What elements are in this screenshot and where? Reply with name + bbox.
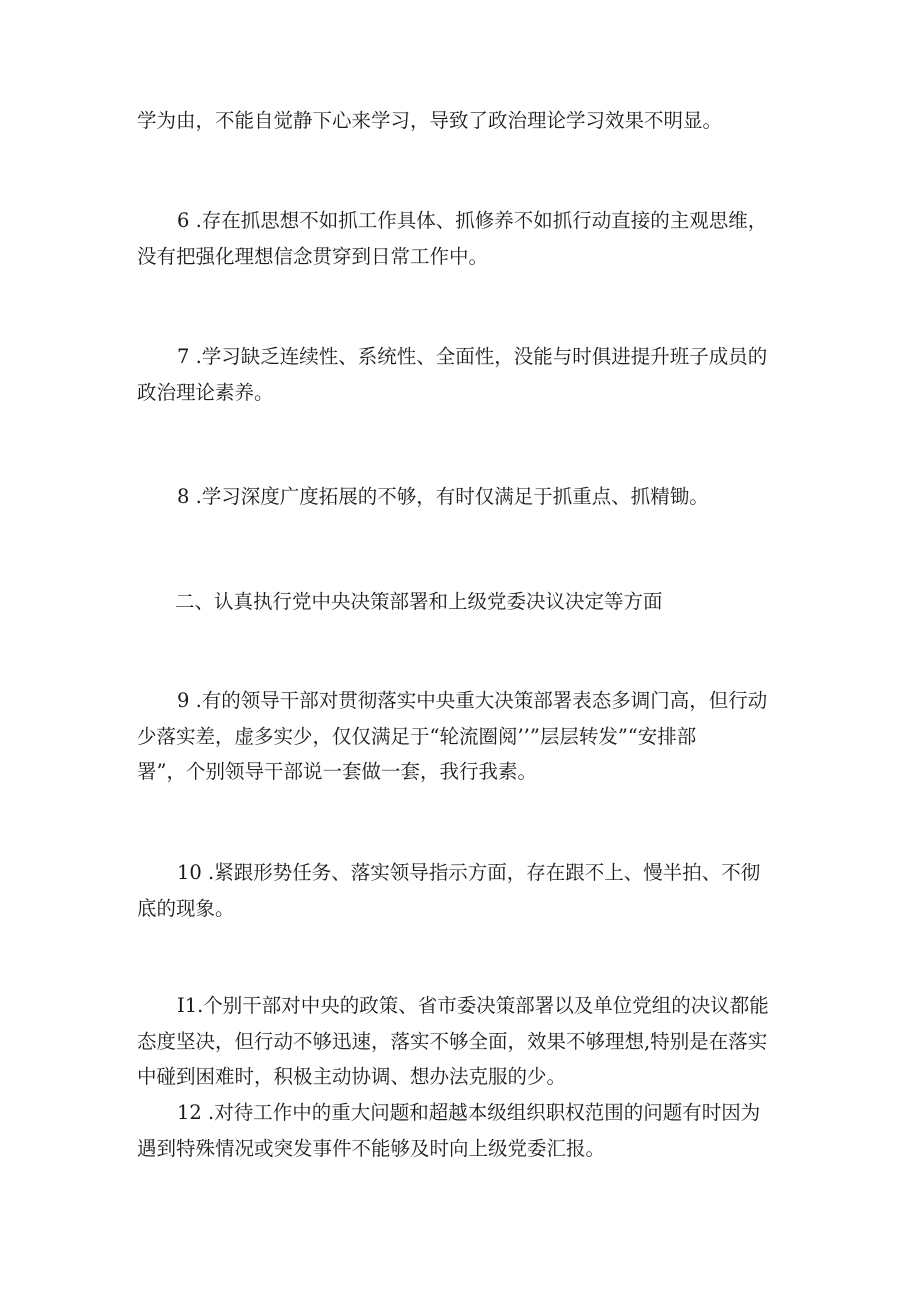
text-line: 6 .存在抓思想不如抓工作具体、抓修养不如抓行动直接的主观思维， — [177, 209, 768, 232]
paragraph-item-9 — [137, 683, 792, 790]
paragraph-item-8 — [137, 479, 792, 515]
text-line: 12 .对待工作中的重大问题和超越本级组织职权范围的问题有时因为 — [177, 1101, 761, 1124]
text-line: 少落实差，虚多实少，仅仅满足于“轮流圈阅’’”层层转发”“安排部 — [137, 724, 697, 748]
text-line: 政治理论素养。 — [137, 380, 274, 404]
text-line: 9 .有的领导干部对贯彻落实中央重大决策部署表态多调门高，但行动 — [177, 689, 768, 712]
paragraph-item-7 — [137, 339, 792, 410]
paragraph-continuation — [137, 103, 792, 139]
text-line: 遇到特殊情况或突发事件不能够及时向上级党委汇报。 — [137, 1136, 606, 1160]
text-line: 态度坚决，但行动不够迅速，落实不够全面，效果不够理想,特别是在落实 — [137, 1029, 768, 1053]
heading-text: 二、认真执行党中央决策部署和上级党委决议决定等方面 — [175, 590, 663, 613]
text-line: 10 .紧跟形势任务、落实领导指示方面，存在跟不上、慢半拍、不彻 — [177, 861, 761, 884]
text-line: 中碰到困难时，积极主动协调、想办法克服的少。 — [137, 1065, 567, 1088]
text-line: 署”，个别领导干部说一套做一套，我行我素。 — [137, 760, 537, 783]
text-line: 学为由，不能自觉静下心来学习，导致了政治理论学习效果不明显。 — [137, 109, 723, 132]
paragraph-item-10 — [137, 855, 792, 926]
paragraph-item-12 — [137, 1095, 792, 1166]
text-line: I1.个别干部对中央的政策、省市委决策部署以及单位党组的决议都能 — [177, 994, 769, 1017]
text-line: 底的现象。 — [137, 896, 235, 920]
section-heading-2 — [137, 584, 792, 620]
text-line: 7 .学习缺乏连续性、系统性、全面性，没能与时俱进提升班子成员的 — [177, 345, 768, 368]
paragraph-item-6 — [137, 203, 792, 274]
paragraph-item-11 — [137, 988, 792, 1095]
text-line: 没有把强化理想信念贯穿到日常工作中。 — [137, 244, 489, 268]
text-line: 8 .学习深度广度拓展的不够，有时仅满足于抓重点、抓精锄。 — [177, 485, 709, 508]
